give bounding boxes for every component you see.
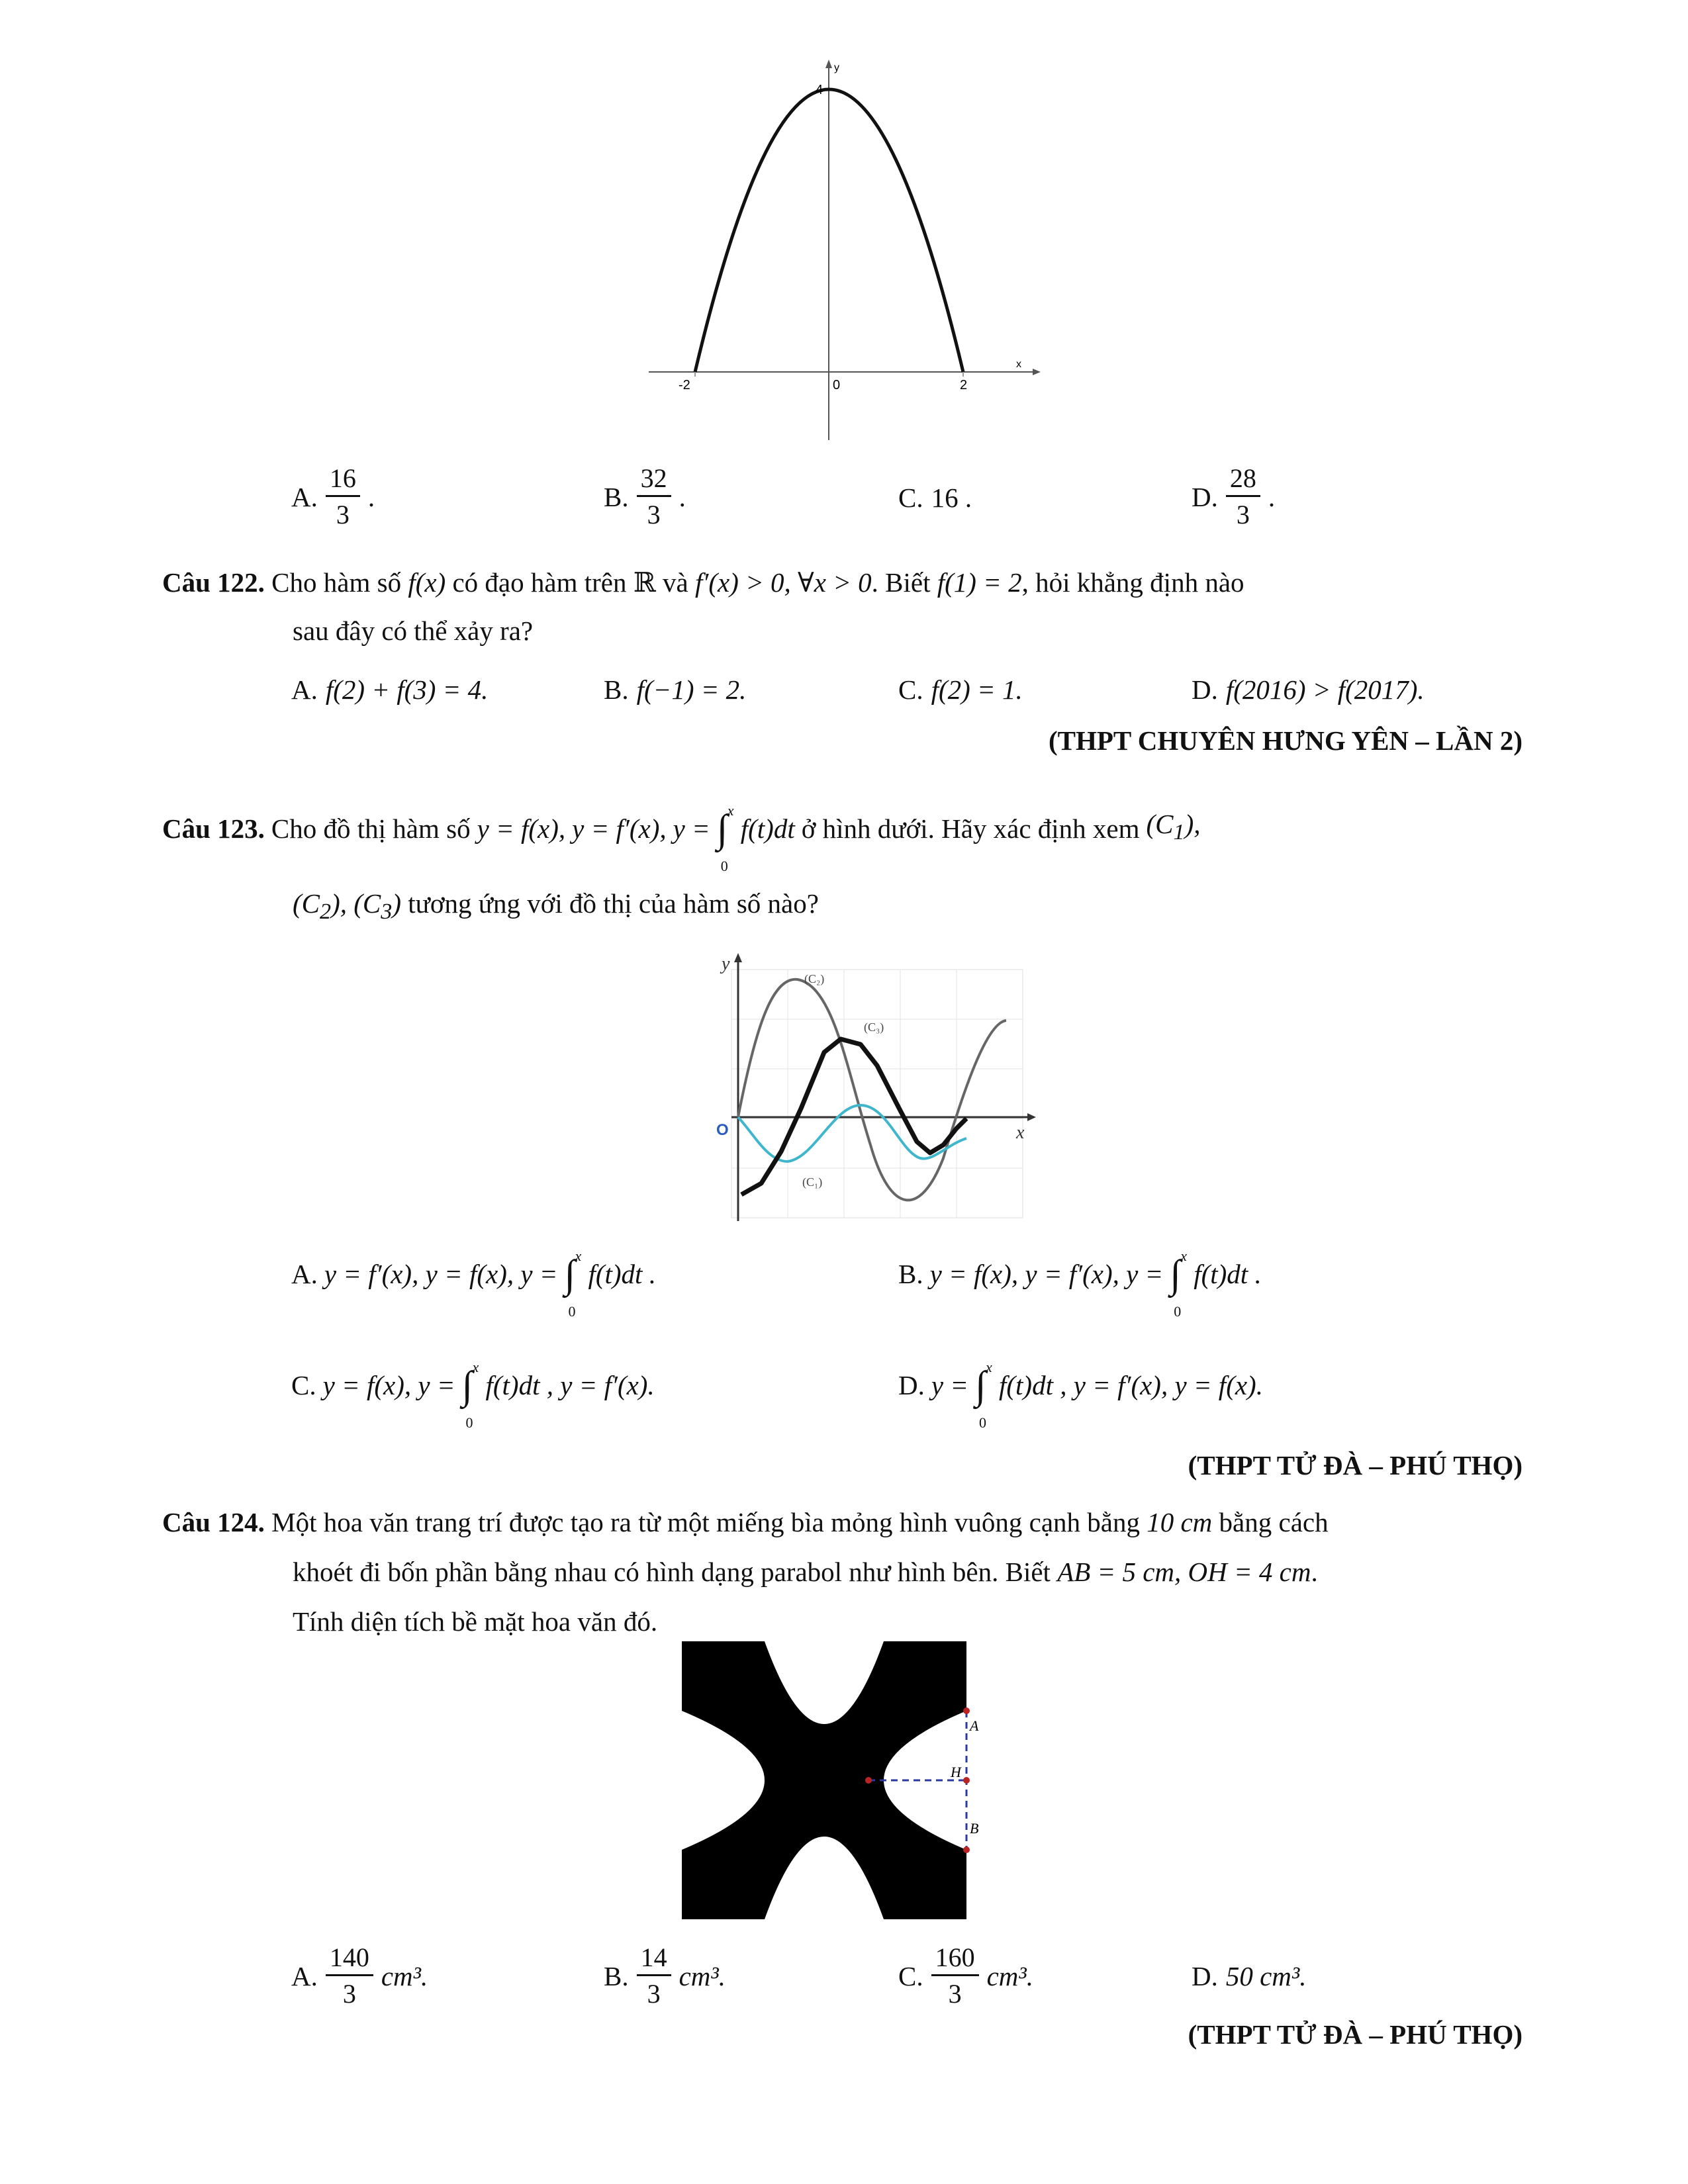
option-letter: B. bbox=[604, 674, 629, 705]
option-letter: A. bbox=[291, 481, 318, 512]
q121-option-b[interactable]: B. $\frac{32}{3}$ . bbox=[604, 463, 686, 529]
q123-graph-origin: O bbox=[716, 1121, 729, 1139]
graph1-y-label: y bbox=[834, 62, 839, 73]
q123-option-c[interactable]: C. y = f(x), y = ∫ x 0 f(t)dt , y = f′(x). bbox=[291, 1359, 655, 1431]
fraction: $\frac{16}{3}$ bbox=[326, 463, 360, 530]
q124-option-c[interactable]: C. $\frac{160}{3}$ cm³. bbox=[898, 1942, 1033, 2009]
option-letter: C. bbox=[291, 1370, 316, 1400]
q124-option-a[interactable]: A. $\frac{140}{3}$ cm³. bbox=[291, 1942, 428, 2009]
q123-graph-y-label: y bbox=[722, 954, 730, 974]
option-letter: B. bbox=[604, 1960, 629, 1991]
option-letter: B. bbox=[604, 481, 629, 512]
fraction: $\frac{14}{3}$ bbox=[637, 1942, 671, 2009]
fraction: $\frac{160}{3}$ bbox=[931, 1942, 979, 2009]
q123-curves-graph bbox=[702, 946, 1033, 1224]
integral-sign: ∫ x 0 bbox=[1170, 1248, 1187, 1320]
fraction: $\frac{28}{3}$ bbox=[1226, 463, 1260, 530]
q123-option-a[interactable]: A. y = f′(x), y = f(x), y = ∫ x 0 f(t)dt . bbox=[291, 1248, 656, 1320]
q122-option-d[interactable]: D. f(2016) > f(2017). bbox=[1192, 674, 1425, 705]
q124-line-1: Câu 124. Một hoa văn trang trí được tạo ra từ một miếng bìa mỏng hình vuông cạnh bằng 10 cm bằng cách bbox=[162, 1507, 1329, 1537]
parabola-graph bbox=[635, 56, 1046, 443]
q122-option-a[interactable]: A. f(2) + f(3) = 4. bbox=[291, 674, 489, 705]
option-letter: C. bbox=[898, 1960, 923, 1991]
graph1-y-tick: 4 bbox=[816, 83, 823, 97]
q124-line-3: Tính diện tích bề mặt hoa văn đó. bbox=[293, 1606, 658, 1637]
option-letter: A. bbox=[291, 674, 318, 705]
question-label: Câu 122. bbox=[162, 567, 265, 598]
q124-pattern-figure bbox=[682, 1641, 979, 1919]
option-letter: D. bbox=[1192, 674, 1218, 705]
fig-point-b: B bbox=[970, 1820, 979, 1837]
q123-graph-label-c2: (C₂) bbox=[804, 972, 825, 985]
graph1-x-label: x bbox=[1016, 359, 1021, 370]
q123-line-1: Câu 123. Cho đồ thị hàm số y = f(x), y = f′(x), y = ∫ x 0 f(t)dt ở hình dưới. Hãy xác định xem $(C_1)$, bbox=[162, 801, 1201, 874]
graph1-x-tick-0: 0 bbox=[833, 378, 841, 392]
q121-option-c[interactable]: C. 16 . bbox=[898, 482, 972, 513]
q123-graph-label-c3: (C₃) bbox=[864, 1021, 884, 1034]
graph1-x-tick-neg2: -2 bbox=[679, 378, 690, 392]
q124-option-d[interactable]: D. 50 cm³. bbox=[1192, 1961, 1307, 1991]
q122-option-c[interactable]: C. f(2) = 1. bbox=[898, 674, 1023, 705]
option-letter: A. bbox=[291, 1259, 318, 1289]
integral-sign: ∫ x 0 bbox=[974, 1359, 992, 1431]
q124-source: (THPT TỬ ĐÀ – PHÚ THỌ) bbox=[1188, 2019, 1523, 2050]
integral-sign: ∫ x 0 bbox=[716, 801, 734, 874]
fraction: $\frac{32}{3}$ bbox=[637, 463, 671, 530]
q122-line-2: sau đây có thể xảy ra? bbox=[293, 615, 534, 646]
option-letter: D. bbox=[1192, 481, 1218, 512]
fig-point-o: O bbox=[872, 1764, 883, 1780]
option-letter: D. bbox=[898, 1370, 925, 1400]
question-label: Câu 123. bbox=[162, 813, 265, 844]
q123-graph-x-label: x bbox=[1016, 1122, 1025, 1143]
fig-point-h: H bbox=[951, 1764, 961, 1780]
option-letter: C. bbox=[898, 674, 923, 705]
option-letter: A. bbox=[291, 1960, 318, 1991]
graph1-x-tick-2: 2 bbox=[960, 378, 968, 392]
q123-option-d[interactable]: D. y = ∫ x 0 f(t)dt , y = f′(x), y = f(x). bbox=[898, 1359, 1263, 1431]
q123-option-b[interactable]: B. y = f(x), y = f′(x), y = ∫ x 0 f(t)dt . bbox=[898, 1248, 1262, 1320]
fig-point-a: A bbox=[970, 1717, 979, 1734]
q124-option-b[interactable]: B. $\frac{14}{3}$ cm³. bbox=[604, 1942, 726, 2009]
q123-line-2: $(C_2)$, $(C_3)$ tương ứng với đồ thị của hàm số nào? bbox=[293, 888, 819, 925]
option-letter: B. bbox=[898, 1259, 923, 1289]
integral-sign: ∫ x 0 bbox=[564, 1248, 582, 1320]
q121-option-d[interactable]: D. $\frac{28}{3}$ . bbox=[1192, 463, 1276, 529]
q124-line-2: khoét đi bốn phần bằng nhau có hình dạng parabol như hình bên. Biết AB = 5 cm, OH = 4 cm. bbox=[293, 1557, 1318, 1587]
q122-line-1: Câu 122. Cho hàm số f(x) có đạo hàm trên ℝ và f′(x) > 0, ∀x > 0. Biết f(1) = 2, hỏi khẳng định nào bbox=[162, 567, 1244, 598]
q121-option-a[interactable]: A. $\frac{16}{3}$ . bbox=[291, 463, 375, 529]
q123-source: (THPT TỬ ĐÀ – PHÚ THỌ) bbox=[1188, 1450, 1523, 1480]
q123-graph-label-c1: (C₁) bbox=[802, 1175, 823, 1189]
q122-option-b[interactable]: B. f(−1) = 2. bbox=[604, 674, 747, 705]
q122-source: (THPT CHUYÊN HƯNG YÊN – LẦN 2) bbox=[1049, 725, 1523, 756]
fraction: $\frac{140}{3}$ bbox=[326, 1942, 373, 2009]
option-letter: C. bbox=[898, 482, 923, 513]
integral-sign: ∫ x 0 bbox=[461, 1359, 479, 1431]
option-letter: D. bbox=[1192, 1961, 1218, 1991]
question-label: Câu 124. bbox=[162, 1507, 265, 1537]
